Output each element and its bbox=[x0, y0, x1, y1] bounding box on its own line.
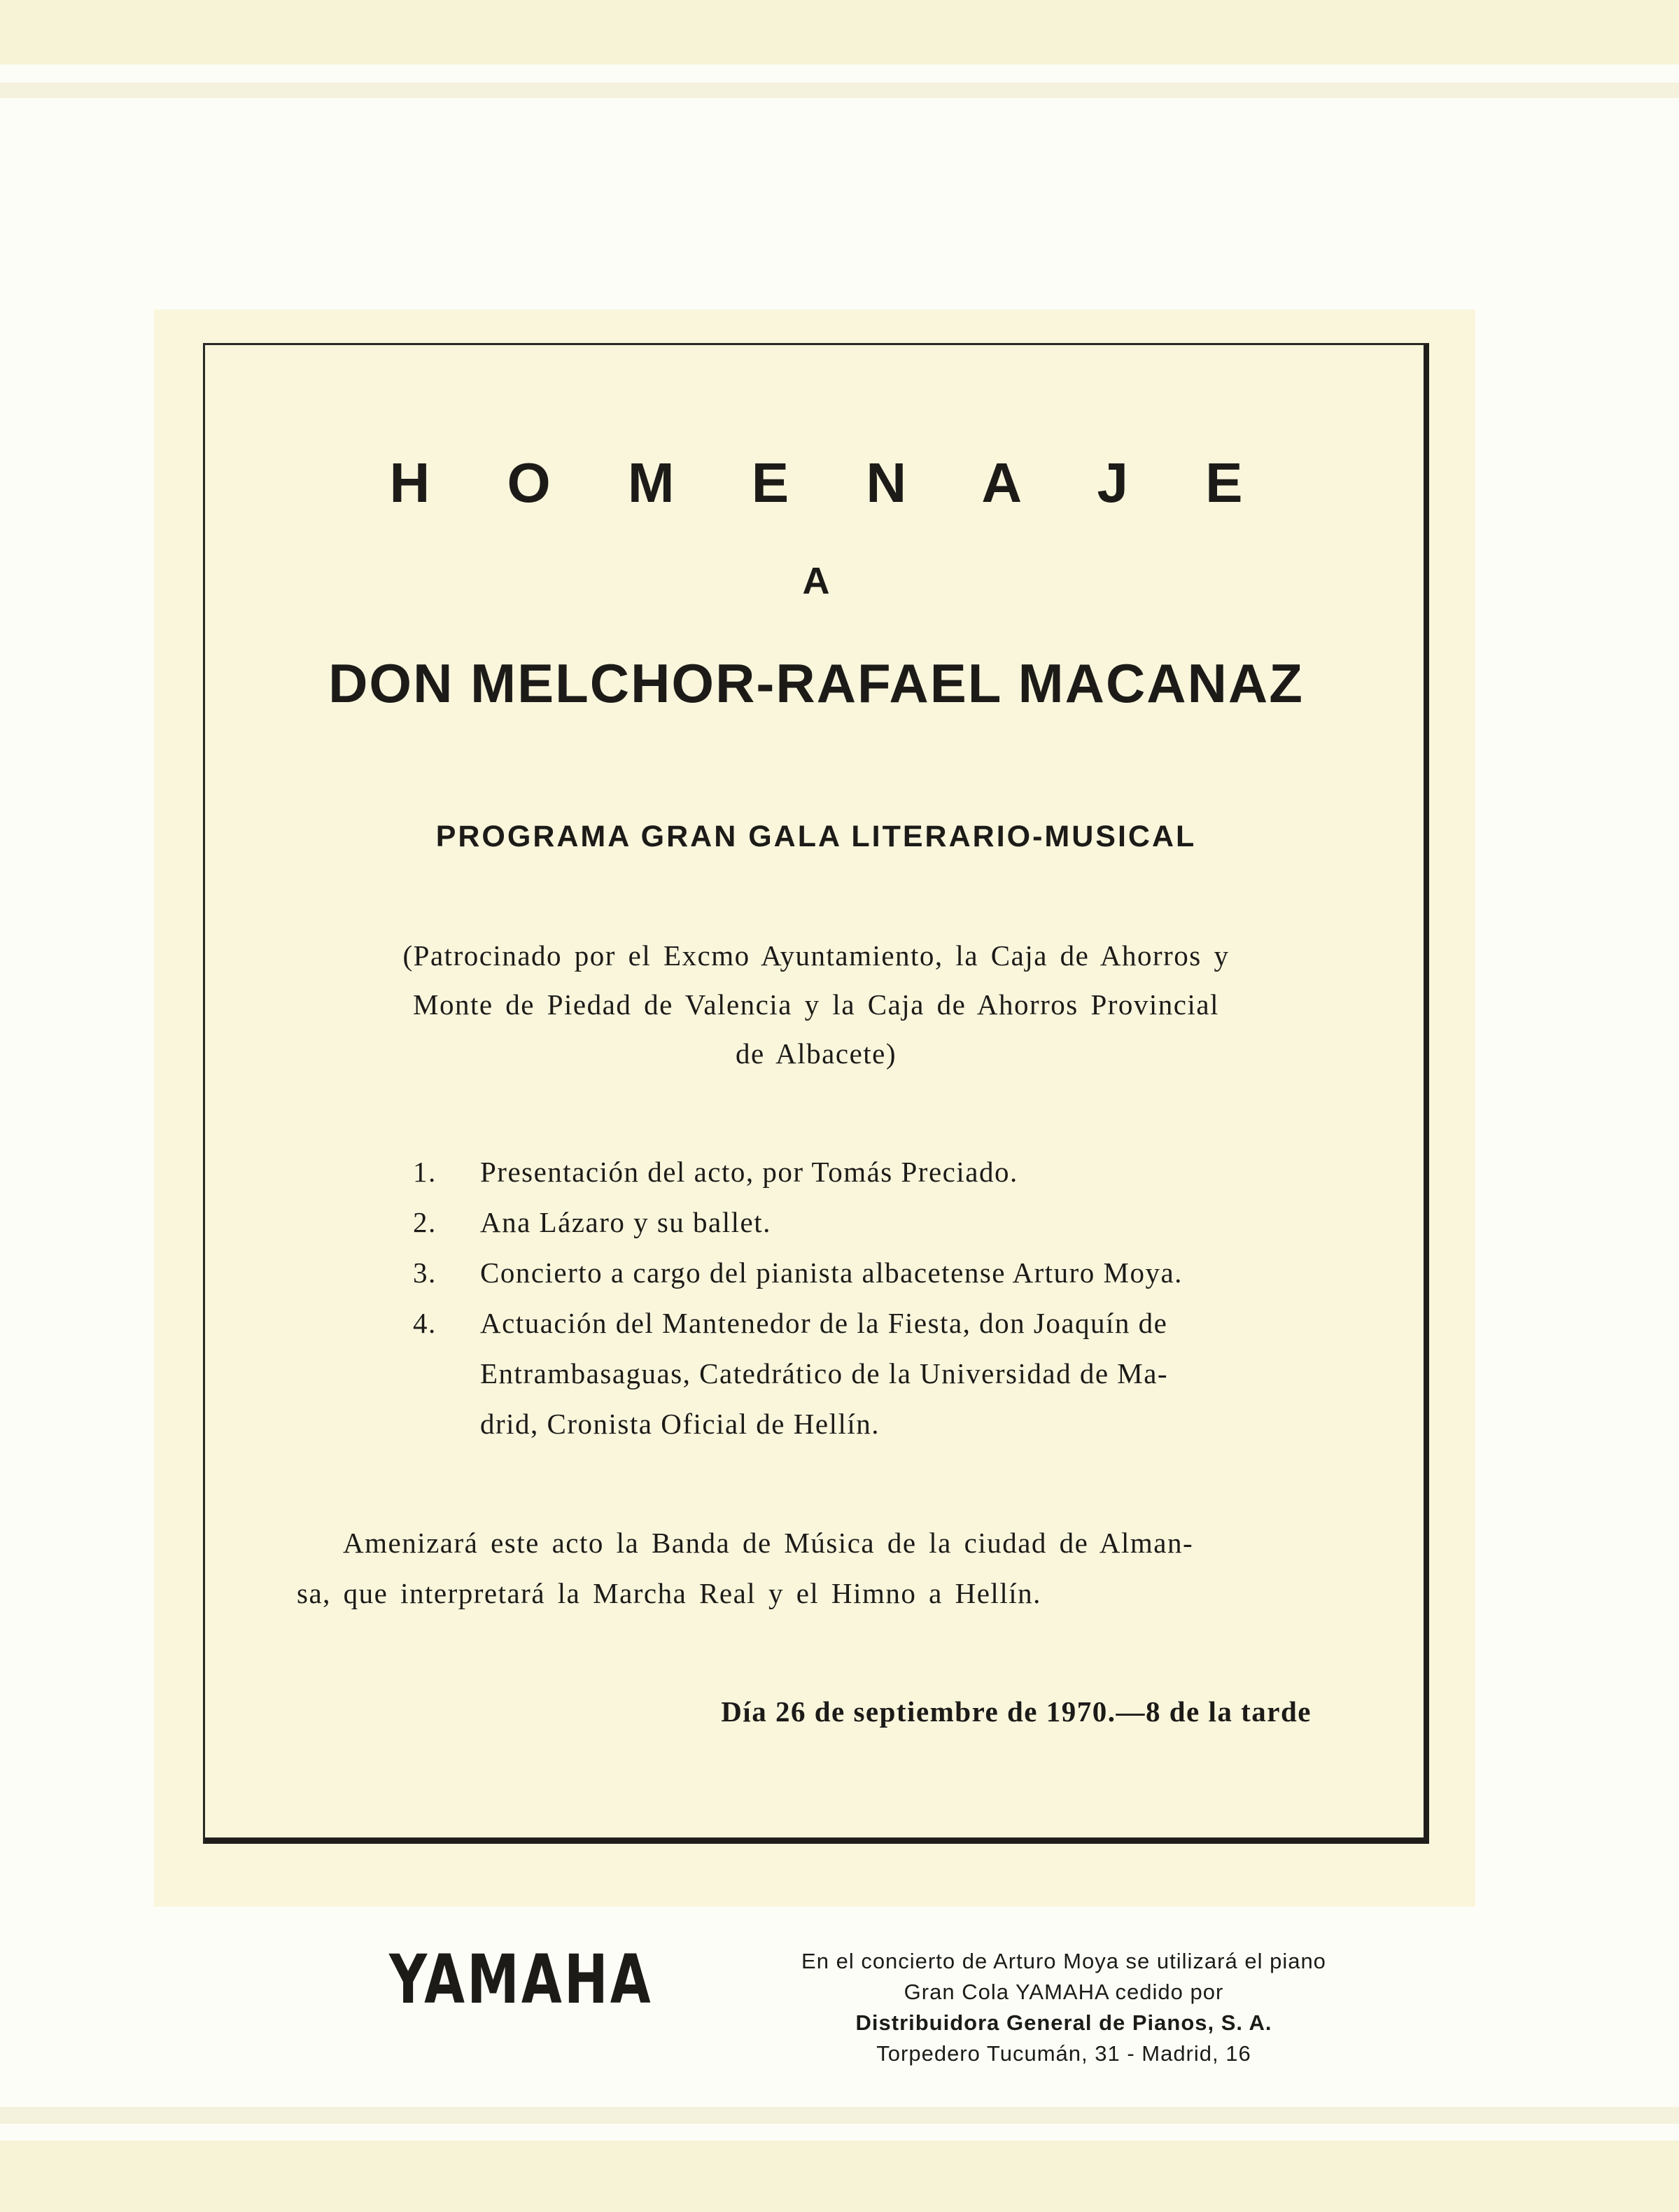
item-text: Ana Lázaro y su ballet. bbox=[480, 1206, 771, 1238]
sponsors-text bbox=[308, 931, 1324, 1078]
item-number: 2. bbox=[413, 1206, 437, 1238]
footer-address: Torpedero Tucumán, 31 - Madrid, 16 bbox=[876, 2041, 1251, 2066]
item-text: Concierto a cargo del pianista albacetense Arturo Moya. bbox=[480, 1256, 1183, 1289]
item-text-line: Actuación del Mantenedor de la Fiesta, don Joaquín de bbox=[480, 1307, 1168, 1339]
footer-company: Distribuidora General de Pianos, S. A. bbox=[855, 2010, 1272, 2035]
footer-line: En el concierto de Arturo Moya se utilizará el piano bbox=[801, 1949, 1326, 1973]
top-paper-band bbox=[0, 0, 1679, 64]
program-subtitle: PROGRAMA GRAN GALA LITERARIO-MUSICAL bbox=[435, 820, 1197, 853]
list-item bbox=[413, 1197, 1344, 1247]
item-number: 1. bbox=[413, 1156, 437, 1188]
heading-preposition: A bbox=[802, 560, 830, 602]
sponsors-line: de Albacete) bbox=[735, 1037, 897, 1070]
yamaha-logo: YAMAHA bbox=[389, 1940, 653, 2019]
band-paragraph bbox=[297, 1518, 1347, 1618]
footer-line: Gran Cola YAMAHA cedido por bbox=[904, 1980, 1224, 2004]
sponsors-line: Monte de Piedad de Valencia y la Caja de Ahorros Provincial bbox=[413, 988, 1219, 1021]
list-item bbox=[413, 1147, 1344, 1197]
item-number: 4. bbox=[413, 1307, 437, 1339]
item-text-line: drid, Cronista Oficial de Hellín. bbox=[480, 1408, 880, 1440]
honoree-name: DON MELCHOR-RAFAEL MACANAZ bbox=[328, 652, 1304, 714]
heading-homenaje: H O M E N A J E bbox=[389, 451, 1274, 514]
band-line: sa, que interpretará la Marcha Real y el Himno a Hellín. bbox=[297, 1577, 1041, 1609]
band-line: Amenizará este acto la Banda de Música de la ciudad de Alman- bbox=[343, 1527, 1194, 1559]
footer-note bbox=[784, 1946, 1344, 2069]
event-date: Día 26 de septiembre de 1970.—8 de la tarde bbox=[721, 1695, 1312, 1728]
top-paper-stripe bbox=[0, 83, 1679, 98]
list-item bbox=[413, 1298, 1344, 1449]
list-item bbox=[413, 1247, 1344, 1298]
item-number: 3. bbox=[413, 1256, 437, 1289]
bottom-paper-band bbox=[0, 2141, 1679, 2212]
program-items-list bbox=[413, 1147, 1344, 1449]
item-text-line: Entrambasaguas, Catedrático de la Universidad de Ma- bbox=[480, 1357, 1169, 1390]
bottom-paper-stripe bbox=[0, 2107, 1679, 2124]
sponsors-line: (Patrocinado por el Excmo Ayuntamiento, la Caja de Ahorros y bbox=[402, 939, 1230, 972]
item-text: Presentación del acto, por Tomás Preciado. bbox=[480, 1156, 1018, 1188]
